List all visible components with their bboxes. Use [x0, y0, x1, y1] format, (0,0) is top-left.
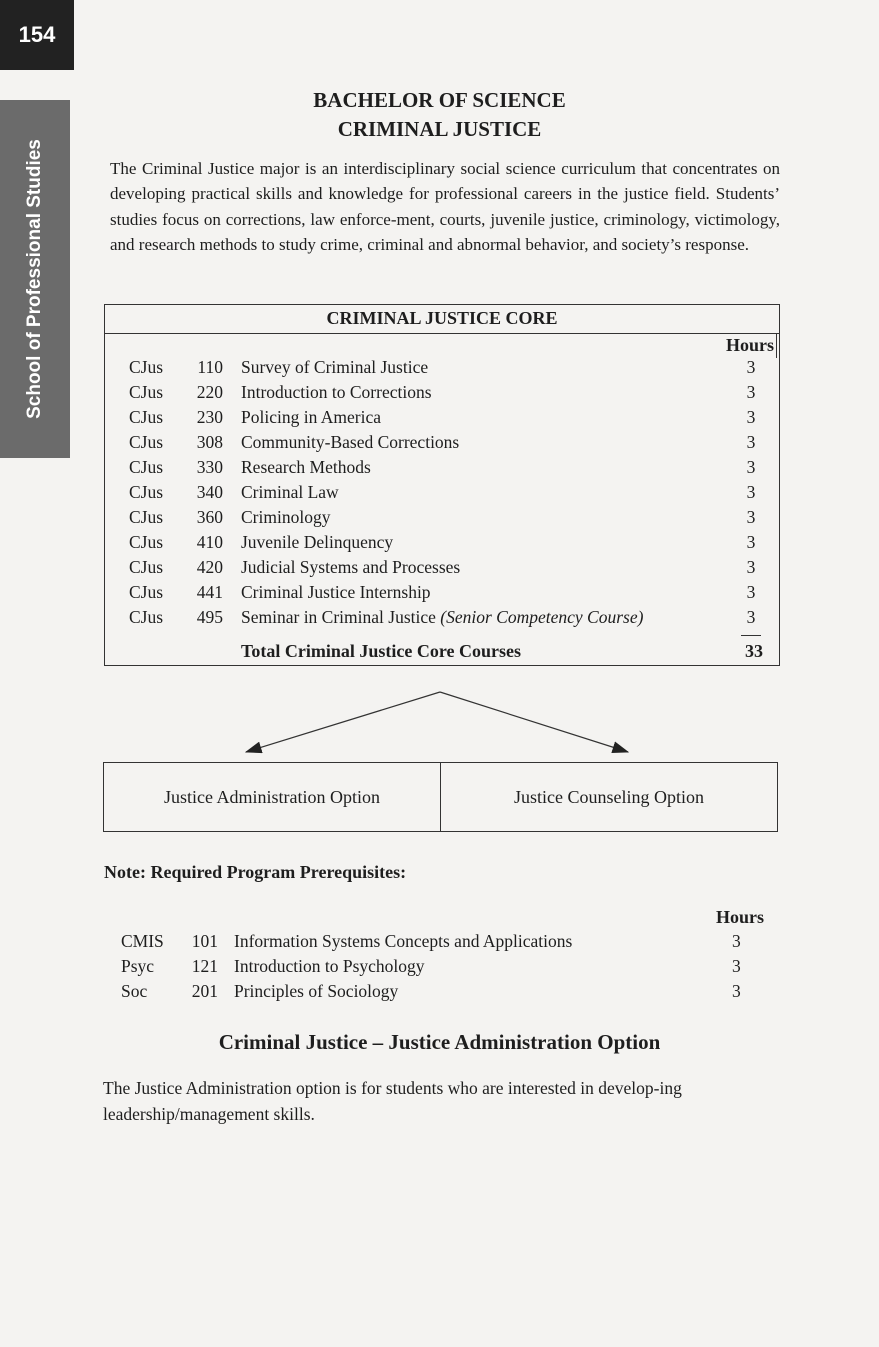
table-row — [0, 931, 879, 956]
option-boxes — [103, 762, 778, 832]
course-dept: CJus — [129, 357, 164, 377]
core-title-divider — [105, 333, 779, 334]
course-title — [241, 532, 393, 553]
course-hours: 3 — [746, 357, 756, 377]
total-hours: 33 — [745, 641, 763, 661]
page-subtitle: CRIMINAL JUSTICE — [337, 117, 542, 141]
course-dept: CJus — [129, 457, 164, 477]
course-hours: 3 — [746, 557, 756, 577]
justice-counseling-option: Justice Counseling Option — [440, 763, 777, 831]
closing-paragraph: The Justice Administration option is for students who are interested in develop-ing leadership/management skills. — [103, 1078, 682, 1124]
course-dept: CJus — [129, 407, 164, 427]
course-hours: 3 — [746, 457, 756, 477]
course-title — [241, 607, 643, 628]
course-dept: CJus — [129, 532, 164, 552]
prereq-course-list — [0, 931, 879, 1006]
page-title: BACHELOR OF SCIENCE — [313, 88, 566, 112]
table-row — [105, 432, 779, 457]
course-dept: CJus — [129, 507, 164, 527]
table-row — [0, 956, 879, 981]
course-title-text: Criminal Law — [241, 482, 339, 502]
table-row — [105, 557, 779, 582]
prereq-hours-header: Hours — [716, 907, 765, 927]
intro-paragraph: The Criminal Justice major is an interdisciplinary social science curriculum that concentrates on developing practical skills and knowledge for professional careers in the justice field. Students’ studies focus on corrections, law enforce-ment, courts, juvenile justice, criminology, victimology, and research methods to study crime, criminal and abnormal behavior, and society’s response. — [110, 159, 780, 254]
course-dept: CJus — [129, 432, 164, 452]
core-course-list — [105, 357, 779, 632]
course-number: 420 — [196, 557, 223, 577]
course-number: 230 — [196, 407, 223, 427]
course-dept: Psyc — [121, 956, 155, 976]
course-title-text: Criminal Justice Internship — [241, 582, 431, 602]
course-title — [241, 482, 339, 503]
course-hours: 3 — [746, 507, 756, 527]
section-heading: Criminal Justice – Justice Administration Option — [218, 1030, 661, 1054]
course-number: 495 — [196, 607, 223, 627]
course-number: 110 — [197, 357, 223, 377]
course-title-text: Research Methods — [241, 457, 371, 477]
course-title-text: Policing in America — [241, 407, 381, 427]
course-number: 410 — [196, 532, 223, 552]
course-hours: 3 — [732, 931, 741, 951]
course-number: 308 — [196, 432, 223, 452]
course-dept: CMIS — [121, 931, 164, 951]
course-dept: CJus — [129, 607, 164, 627]
course-hours: 3 — [746, 382, 756, 402]
course-dept: CJus — [129, 557, 164, 577]
hours-header: Hours — [726, 333, 777, 358]
course-number: 360 — [196, 507, 223, 527]
course-title — [241, 407, 381, 428]
table-row — [105, 532, 779, 557]
core-table — [104, 304, 780, 666]
course-hours: 3 — [746, 532, 756, 552]
table-row — [105, 457, 779, 482]
table-row — [105, 357, 779, 382]
course-number: 441 — [196, 582, 223, 602]
course-number: 121 — [191, 956, 218, 976]
course-title-text: Introduction to Corrections — [241, 382, 432, 402]
course-dept: CJus — [129, 582, 164, 602]
course-number: 330 — [196, 457, 223, 477]
table-row — [105, 482, 779, 507]
table-row — [105, 407, 779, 432]
total-divider — [741, 635, 761, 636]
table-row — [105, 507, 779, 532]
course-number: 101 — [191, 931, 218, 951]
side-tab — [0, 100, 70, 458]
course-hours: 3 — [746, 582, 756, 602]
table-row — [0, 981, 879, 1006]
table-row — [105, 382, 779, 407]
table-row — [105, 607, 779, 632]
side-tab-label: School of Professional Studies — [24, 139, 45, 419]
course-title-text: Judicial Systems and Processes — [241, 557, 461, 577]
course-title-text: Seminar in Criminal Justice — [241, 607, 441, 627]
total-label: Total Criminal Justice Core Courses — [241, 641, 521, 661]
core-table-title: CRIMINAL JUSTICE CORE — [326, 308, 558, 328]
course-title-text: Juvenile Delinquency — [241, 532, 394, 552]
prerequisites-note: Note: Required Program Prerequisites: — [104, 862, 407, 882]
course-title — [241, 432, 459, 453]
course-dept: CJus — [129, 482, 164, 502]
course-dept: CJus — [129, 382, 164, 402]
justice-administration-option: Justice Administration Option — [164, 786, 380, 807]
course-title: Principles of Sociology — [234, 981, 399, 1001]
course-title-text: Criminology — [241, 507, 331, 527]
course-title — [241, 507, 330, 528]
table-row — [105, 582, 779, 607]
course-number: 201 — [191, 981, 218, 1001]
course-hours: 3 — [746, 432, 756, 452]
branch-arrows-icon — [220, 688, 640, 758]
course-title: Introduction to Psychology — [234, 956, 425, 976]
course-title — [241, 557, 460, 578]
course-hours: 3 — [732, 956, 741, 976]
course-hours: 3 — [732, 981, 741, 1001]
course-hours: 3 — [746, 607, 756, 627]
course-title-text: Community-Based Corrections — [241, 432, 460, 452]
course-note: (Senior Competency Course) — [440, 607, 644, 627]
course-title — [241, 357, 428, 378]
course-title-text: Survey of Criminal Justice — [241, 357, 429, 377]
course-number: 340 — [196, 482, 223, 502]
course-title — [241, 582, 431, 603]
course-title — [241, 382, 432, 403]
course-hours: 3 — [746, 482, 756, 502]
course-number: 220 — [196, 382, 223, 402]
course-title — [241, 457, 371, 478]
course-dept: Soc — [121, 981, 148, 1001]
course-title: Information Systems Concepts and Applications — [234, 931, 573, 951]
course-hours: 3 — [746, 407, 756, 427]
page-number: 154 — [0, 0, 74, 70]
